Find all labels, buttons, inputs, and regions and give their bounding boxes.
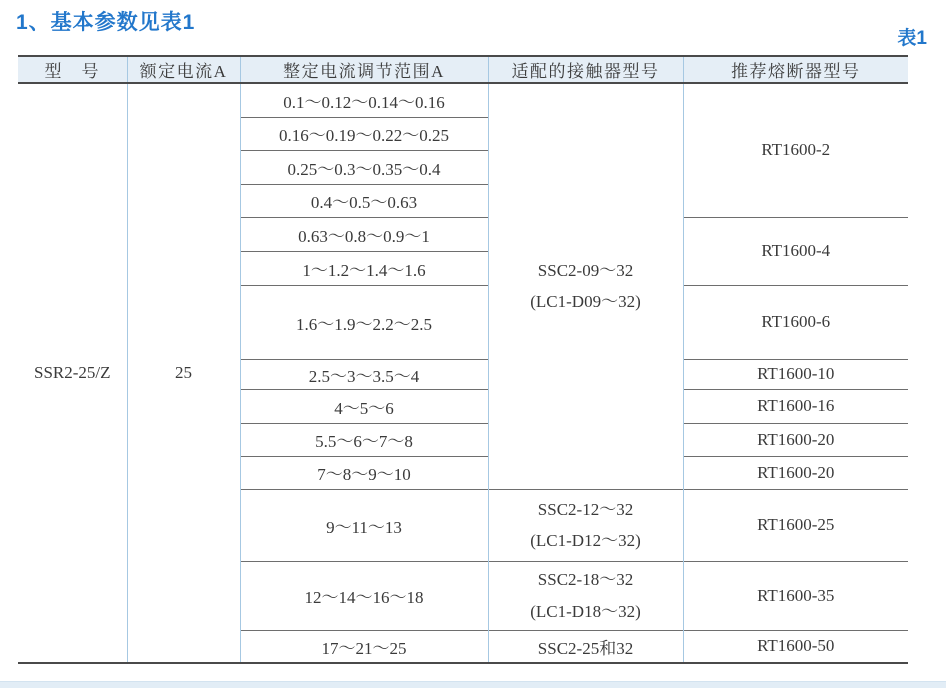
cell-contactor-group2: [488, 489, 683, 561]
cell-fuse: RT1600-10: [683, 359, 908, 389]
cell-contactor-group1: [488, 83, 683, 489]
table-row: [18, 83, 908, 117]
contactor-line: (LC1-D18～32): [530, 601, 641, 621]
cell-fuse: RT1600-6: [683, 285, 908, 359]
contactor-line: (LC1-D12～32): [530, 531, 641, 550]
cell-rated-current: 25: [127, 83, 240, 663]
basic-parameters-table: [18, 55, 908, 664]
cell-setting-range: 0.63～0.8～0.9～1: [240, 217, 488, 251]
cell-fuse: RT1600-35: [683, 561, 908, 630]
contactor-line: SSC2-12～32: [537, 499, 634, 519]
cell-setting-range: 4～5～6: [240, 389, 488, 423]
cell-setting-range: 0.1～0.12～0.14～0.16: [240, 83, 488, 117]
cell-setting-range: 1～1.2～1.4～1.6: [240, 251, 488, 285]
header-model: 型 号: [18, 56, 127, 83]
cell-fuse: RT1600-4: [683, 217, 908, 285]
cell-fuse: RT1600-20: [683, 423, 908, 456]
contactor-line: SSC2-18～32: [537, 570, 634, 590]
footer-bar: [0, 681, 946, 688]
header-setting-range: 整定电流调节范围A: [240, 56, 488, 83]
contactor-line: SSC2-09～32: [537, 260, 634, 280]
cell-fuse: RT1600-25: [683, 489, 908, 561]
cell-fuse: RT1600-20: [683, 456, 908, 489]
cell-fuse: RT1600-50: [683, 630, 908, 663]
cell-contactor-group4: SSC2-25和32: [488, 630, 683, 663]
cell-setting-range: 0.16～0.19～0.22～0.25: [240, 117, 488, 150]
cell-setting-range: 9～11～13: [240, 489, 488, 561]
section-title: 1、基本参数见表1: [16, 11, 196, 34]
cell-setting-range: 7～8～9～10: [240, 456, 488, 489]
table-caption: 表1: [897, 28, 927, 49]
cell-setting-range: 1.6～1.9～2.2～2.5: [240, 285, 488, 359]
header-contactor: 适配的接触器型号: [488, 56, 683, 83]
cell-setting-range: 0.25～0.3～0.35～0.4: [240, 150, 488, 184]
cell-setting-range: 17～21～25: [240, 630, 488, 663]
cell-fuse: RT1600-16: [683, 389, 908, 423]
header-row: [18, 56, 908, 83]
cell-contactor-group3: [488, 561, 683, 630]
cell-model: SSR2-25/Z: [33, 363, 111, 382]
header-rated-current: 额定电流A: [127, 56, 240, 83]
contactor-line: (LC1-D09～32): [530, 292, 641, 312]
cell-setting-range: 0.4～0.5～0.63: [240, 184, 488, 217]
cell-setting-range: 5.5～6～7～8: [240, 423, 488, 456]
header-fuse: 推荐熔断器型号: [683, 56, 908, 83]
cell-setting-range: 12～14～16～18: [240, 561, 488, 630]
cell-setting-range: 2.5～3～3.5～4: [240, 359, 488, 389]
cell-fuse: RT1600-2: [683, 83, 908, 217]
